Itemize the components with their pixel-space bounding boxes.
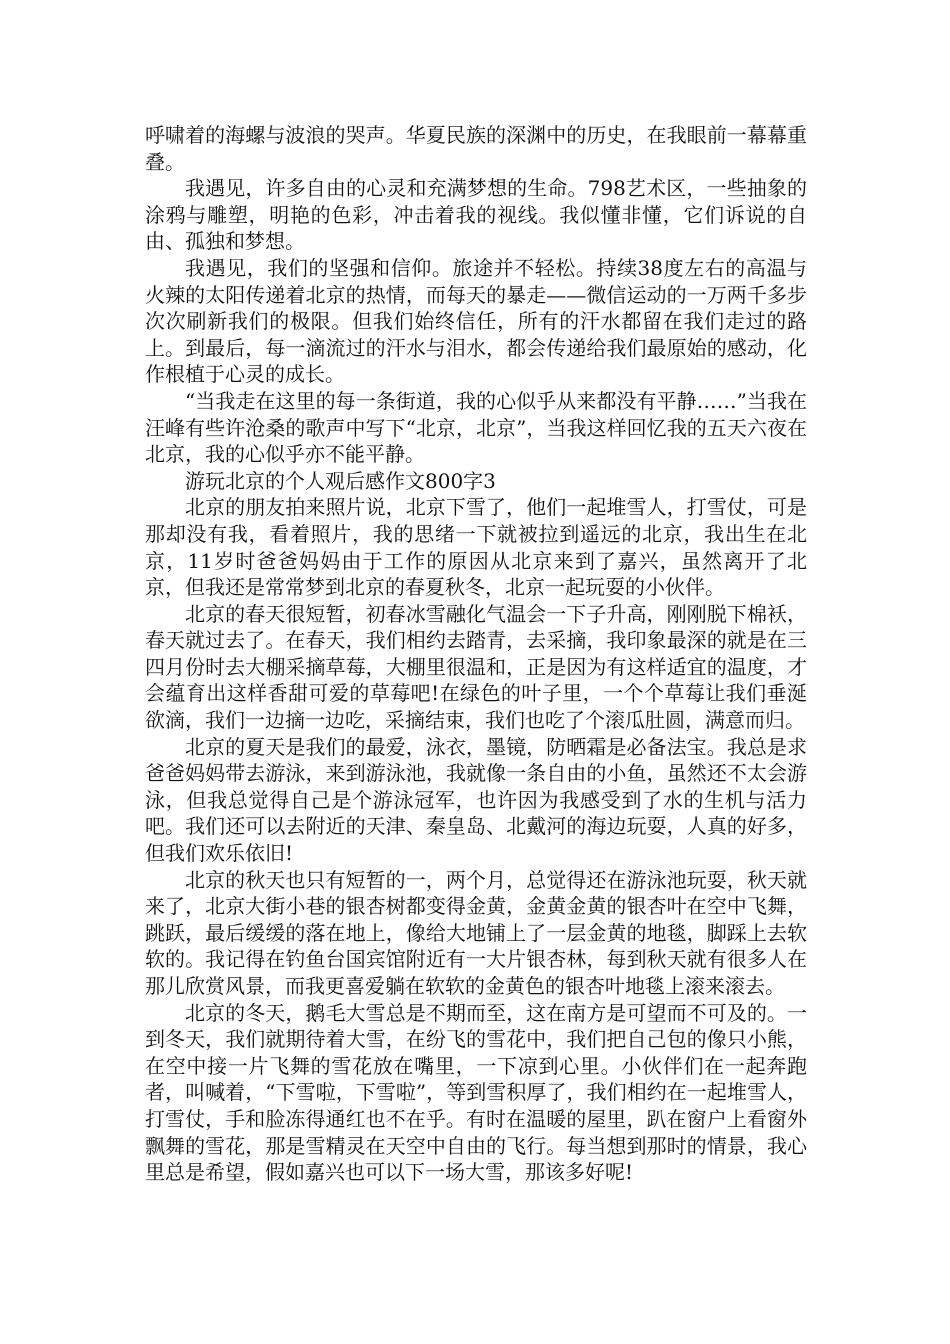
paragraph-winter: 北京的冬天，鹅毛大雪总是不期而至，这在南方是可望而不可及的。一到冬天，我们就期待着大雪，在纷飞的雪花中，我们把自己包的像只小熊，在空中接一片飞舞的雪花放在嘴里，一下凉到心里。小伙伴们在一起奔跑者，叫喊着，“下雪啦，下雪啦”，等到雪积厚了，我们相约在一起堆雪人，打雪仗，手和脸冻得通红也不在乎。有时在温暖的屋里，趴在窗户上看窗外飘舞的雪花，那是雪精灵在天空中自由的飞行。每当想到那时的情景，我心里总是希望，假如嘉兴也可以下一场大雪，那该多好呢! [145,1000,807,1185]
paragraph-summer: 北京的夏天是我们的最爱，泳衣，墨镜，防晒霜是必备法宝。我总是求爸爸妈妈带去游泳，来到游泳池，我就像一条自由的小鱼，虽然还不太会游泳，但我总觉得自己是个游泳冠军，也许因为我感受到了水的生机与活力吧。我们还可以去附近的天津、秦皇岛、北戴河的海边玩耍，人真的好多，但我们欢乐依旧! [145,734,807,866]
paragraph-continuation: 呼啸着的海螺与波浪的哭声。华夏民族的深渊中的历史，在我眼前一幕幕重叠。 [145,123,807,174]
essay-title: 游玩北京的个人观后感作文800字3 [185,468,496,493]
paragraph-strength-and-faith: 我遇见，我们的坚强和信仰。旅途并不轻松。持续38度左右的高温与火辣的太阳传递着北京的热情，而每天的暴走——微信运动的一万两千多步次次刷新我们的极限。但我们始终信任，所有的汗水都留在我们走过的路上。到最后，每一滴流过的汗水与泪水，都会传递给我们最原始的感动，化作根植于心灵的成长。 [145,255,807,387]
paragraph-snow-photos: 北京的朋友拍来照片说，北京下雪了，他们一起堆雪人，打雪仗，可是那却没有我，看着照片，我的思绪一下就被拉到遥远的北京，我出生在北京，11岁时爸爸妈妈由于工作的原因从北京来到了嘉兴，虽然离开了北京，但我还是常常梦到北京的春夏秋冬，北京一起玩耍的小伙伴。 [145,495,807,600]
paragraph-autumn: 北京的秋天也只有短暂的一，两个月，总觉得还在游泳池玩耍，秋天就来了，北京大街小巷的银杏树都变得金黄，金黄金黄的银杏叶在空中飞舞，跳跃，最后缓缓的落在地上，像给大地铺上了一层金黄的地毯，脚踩上去软软的。我记得在钓鱼台国宾馆附近有一大片银杏林，每到秋天就有很多人在那儿欣赏风景，而我更喜爱躺在软软的金黄色的银杏叶地毯上滚来滚去。 [145,867,807,998]
document-body [145,122,807,1186]
paragraph-798-art-district: 我遇见，许多自由的心灵和充满梦想的生命。798艺术区，一些抽象的涂鸦与雕塑，明艳的色彩，冲击着我的视线。我似懂非懂，它们诉说的自由、孤独和梦想。 [145,176,807,254]
paragraph-spring: 北京的春天很短暂，初春冰雪融化气温会一下子升高，刚刚脱下棉袄，春天就过去了。在春天，我们相约去踏青，去采摘，我印象最深的就是在三四月份时去大棚采摘草莓，大棚里很温和，正是因为有这样适宜的温度，才会蕴育出这样香甜可爱的草莓吧!在绿色的叶子里，一个个草莓让我们垂涎欲滴，我们一边摘一边吃，采摘结束，我们也吃了个滚瓜肚圆，满意而归。 [145,601,807,733]
paragraph-song-quote: “当我走在这里的每一条街道，我的心似乎从来都没有平静……”当我在汪峰有些许沧桑的歌声中写下“北京，北京”，当我这样回忆我的五天六夜在北京，我的心似乎亦不能平静。 [145,388,807,467]
